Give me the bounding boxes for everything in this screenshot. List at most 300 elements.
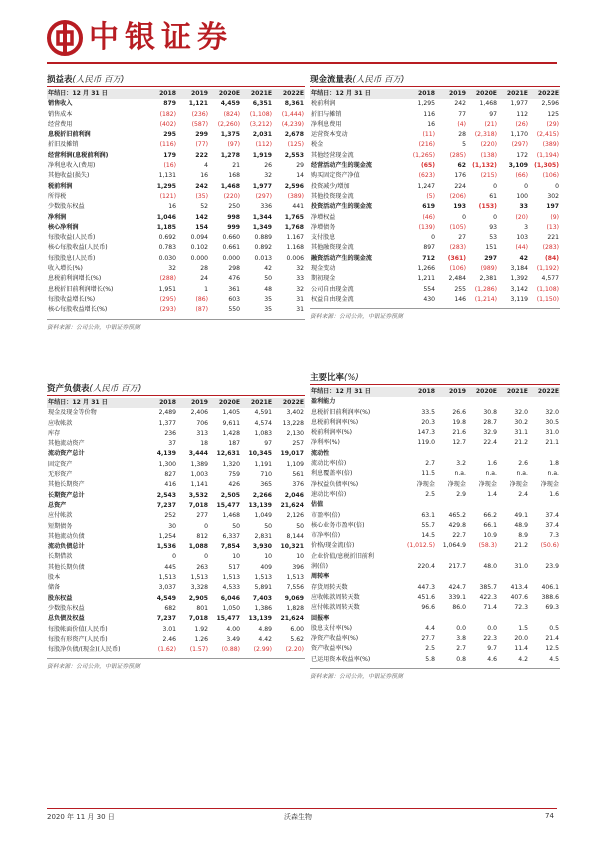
table-cell: 0.8: [456, 655, 466, 663]
row-label: 折旧及摊销: [48, 141, 79, 149]
table-cell: 42: [519, 254, 528, 262]
table-cell: 476: [228, 275, 240, 283]
table-row: [310, 213, 560, 223]
table-cell: 净现金: [478, 480, 497, 488]
table-row: [47, 625, 305, 635]
table-cell: 706: [196, 419, 209, 427]
table-cell: 2.5: [425, 645, 435, 653]
table-cell: (97): [227, 141, 240, 149]
table-cell: 26.6: [452, 408, 466, 416]
column-header-year: 2020E: [467, 89, 498, 99]
table-cell: 6,046: [220, 594, 240, 602]
table-cell: (1,444): [281, 110, 304, 118]
table-cell: 0.094: [190, 234, 209, 242]
table-row: [47, 491, 305, 501]
column-header-year: 2021E: [498, 387, 529, 397]
table-row: [310, 223, 560, 233]
table-cell: 7,237: [156, 501, 177, 509]
table-cell: (87): [195, 306, 209, 314]
column-header-label: 年结日：12 月 31 日: [310, 89, 405, 99]
table-cell: 71.4: [483, 604, 497, 612]
table-cell: 4,139: [156, 450, 177, 458]
table-cell: (112): [255, 141, 272, 149]
table-cell: 365: [260, 481, 272, 489]
table-row: [47, 470, 305, 480]
table-row: [310, 644, 560, 654]
table-cell: 277: [196, 512, 209, 520]
row-label: 其他融资现金流: [311, 244, 354, 252]
table-cell: (4,239): [281, 120, 304, 128]
table-cell: 22.3: [483, 635, 497, 643]
column-header-year: 2022E: [529, 387, 560, 397]
table-cell: 5: [462, 141, 466, 149]
table-cell: (206): [449, 192, 466, 200]
table-cell: 1.168: [286, 244, 304, 252]
table-cell: 12.5: [545, 645, 559, 653]
table-cell: (9): [550, 213, 559, 221]
table-cell: 1,536: [156, 543, 177, 551]
column-header-label: 年结日：12 月 31 日: [47, 89, 145, 99]
table-cell: 1,211: [417, 275, 435, 283]
table-row: [47, 223, 305, 233]
table-cell: 10.9: [483, 532, 497, 540]
balance-source: 资料来源：公司公告，中银证券预测: [47, 658, 305, 667]
table-row: [47, 542, 305, 552]
table-row: [310, 593, 560, 603]
table-cell: 1,377: [158, 419, 177, 427]
table-row: [310, 614, 560, 624]
row-label: 核心净利润: [48, 223, 79, 231]
table-cell: 0: [493, 213, 497, 221]
table-cell: 376: [292, 481, 304, 489]
table-cell: 295: [163, 131, 177, 139]
table-cell: 0: [172, 553, 177, 561]
row-label: 期初现金: [311, 275, 336, 283]
table-cell: 30: [168, 522, 177, 530]
table-cell: 1,977: [510, 100, 528, 108]
table-cell: 1,049: [254, 512, 272, 520]
table-cell: 172: [516, 151, 528, 159]
balance-table: [47, 398, 305, 655]
table-cell: 72.3: [514, 604, 528, 612]
table-cell: 30.5: [545, 418, 559, 426]
table-row: [47, 110, 305, 120]
table-cell: 3,142: [510, 285, 528, 293]
column-header-year: 2020E: [209, 398, 241, 408]
table-cell: 33.5: [421, 408, 435, 416]
table-cell: 1,375: [220, 131, 240, 139]
table-cell: 49.1: [514, 511, 528, 519]
row-label: 已运用资本收益率(%): [311, 655, 371, 663]
table-row: [47, 285, 305, 295]
row-label: 每股有形资产(人民币): [48, 635, 108, 643]
table-cell: 1,513: [254, 574, 272, 582]
income-table: [47, 89, 305, 316]
key-ratios: [310, 372, 560, 681]
table-cell: (1,150): [536, 295, 559, 303]
table-row: [310, 418, 560, 428]
row-label: 少数股东权益: [48, 203, 85, 211]
table-cell: 48.9: [514, 521, 528, 529]
table-cell: 517: [228, 563, 240, 571]
table-cell: 3,037: [158, 584, 177, 592]
table-row: [310, 110, 560, 120]
row-label: 税前利润率(%): [311, 429, 353, 437]
brand-name: 中银证券: [89, 20, 233, 55]
table-cell: 3.8: [456, 635, 466, 643]
table-cell: 净现金: [447, 480, 466, 488]
row-label: 每股股息(人民币): [48, 254, 96, 262]
row-label: 其他投资现金流: [311, 192, 354, 200]
table-cell: (66): [515, 172, 528, 180]
table-cell: (295): [159, 295, 177, 303]
column-header-year: 2018: [405, 89, 436, 99]
table-cell: (236): [191, 110, 209, 118]
table-row: [310, 500, 560, 510]
row-label: 核心每股收益增长(%): [48, 306, 108, 314]
table-cell: 3,184: [510, 265, 528, 273]
table-row: [47, 439, 305, 449]
table-cell: [529, 449, 560, 459]
row-label: 流动资产总计: [48, 450, 85, 458]
table-cell: [467, 449, 498, 459]
table-cell: 998: [227, 213, 240, 221]
table-cell: 97: [264, 440, 272, 448]
table-cell: 33: [519, 203, 528, 211]
table-cell: (389): [287, 192, 304, 200]
row-label: 投资活动产生的现金流: [311, 203, 372, 211]
table-row: [310, 202, 560, 212]
table-cell: 7,237: [156, 615, 177, 623]
table-row: [47, 120, 305, 130]
table-cell: (13): [546, 223, 559, 231]
row-label: 经营活动产生的现金流: [311, 162, 372, 170]
row-label: 固定资产: [48, 460, 73, 468]
table-cell: 27.7: [421, 635, 435, 643]
table-cell: 1,405: [222, 409, 240, 417]
table-cell: 4.89: [258, 625, 272, 633]
table-cell: (297): [511, 141, 528, 149]
table-row: [47, 202, 305, 212]
row-label: 总资产: [48, 501, 67, 509]
table-cell: 2,553: [284, 151, 304, 159]
table-row: [47, 254, 305, 264]
table-cell: (50.6): [540, 542, 559, 550]
row-label: 支付股息: [311, 234, 336, 242]
table-cell: 100: [516, 192, 528, 200]
table-cell: (121): [159, 192, 177, 200]
table-cell: 1,768: [284, 223, 304, 231]
row-label: 润(倍): [311, 563, 328, 571]
table-row: [47, 645, 305, 655]
table-row: [47, 594, 305, 604]
row-label: 长期资产总计: [48, 491, 85, 499]
table-cell: 1,513: [286, 574, 304, 582]
row-label: 应付帐款: [48, 512, 73, 520]
table-cell: 0: [524, 182, 528, 190]
table-cell: n.a.: [454, 470, 466, 478]
table-cell: 1.8: [549, 460, 559, 468]
table-cell: 812: [196, 532, 209, 540]
table-cell: 28: [458, 131, 466, 139]
table-cell: 1.26: [194, 635, 209, 643]
table-cell: 2.7: [425, 460, 435, 468]
bank-of-china-logo-icon: [47, 20, 83, 56]
table-cell: 21,624: [280, 501, 304, 509]
table-row: [310, 285, 560, 295]
table-row: [47, 130, 305, 140]
table-cell: 407.6: [510, 593, 528, 601]
table-cell: 3: [524, 223, 528, 231]
table-cell: (139): [418, 223, 435, 231]
table-cell: 0.892: [254, 244, 272, 252]
column-header-year: 2021E: [241, 89, 273, 99]
table-cell: 2,543: [156, 491, 177, 499]
table-cell: 1,468: [222, 512, 240, 520]
table-row: [310, 624, 560, 634]
header-divider: [47, 62, 557, 64]
table-cell: 14: [296, 172, 304, 180]
table-row: [47, 614, 305, 624]
table-cell: 10: [232, 553, 240, 561]
table-cell: (1,108): [249, 110, 272, 118]
table-cell: [405, 614, 436, 624]
table-cell: 2.7: [456, 645, 466, 653]
table-cell: (16): [163, 162, 177, 170]
table-cell: 217.7: [448, 563, 466, 571]
table-row: [310, 192, 560, 202]
table-cell: 3,930: [252, 543, 272, 551]
table-cell: (5): [426, 192, 435, 200]
table-cell: 4,574: [254, 419, 272, 427]
table-cell: (402): [159, 120, 177, 128]
table-cell: 1,083: [254, 429, 272, 437]
row-label: 其他收益(损失): [48, 172, 90, 180]
table-cell: 682: [164, 604, 177, 612]
row-label: 资产收益率(%): [311, 645, 353, 653]
row-label: 净利率(%): [311, 439, 340, 447]
table-row: [310, 449, 560, 459]
table-cell: 297: [484, 254, 497, 262]
footer-date: 2020 年 11 月 30 日: [47, 813, 115, 821]
table-cell: 18: [200, 440, 209, 448]
table-cell: (389): [542, 141, 559, 149]
table-row: [47, 140, 305, 150]
row-label: 税前利润: [48, 182, 73, 190]
table-cell: 31: [296, 295, 304, 303]
table-cell: 3.49: [226, 635, 240, 643]
table-cell: 426: [228, 481, 240, 489]
row-label: 周转率: [311, 573, 330, 581]
table-cell: 4,577: [541, 275, 559, 283]
table-cell: (86): [195, 295, 209, 303]
table-cell: [498, 614, 529, 624]
table-row: [310, 397, 560, 407]
table-cell: 252: [164, 512, 177, 520]
table-cell: (361): [447, 254, 466, 262]
table-cell: 8.9: [518, 532, 528, 540]
table-cell: 0.0: [456, 624, 466, 632]
table-cell: 32: [296, 265, 304, 273]
table-cell: 97: [489, 110, 497, 118]
table-cell: [467, 500, 498, 510]
table-cell: 0.889: [254, 234, 272, 242]
row-label: 短期债务: [48, 522, 73, 530]
table-row: [47, 511, 305, 521]
table-cell: (1,286): [474, 285, 497, 293]
table-cell: 236: [164, 429, 177, 437]
table-cell: 净现金: [416, 480, 435, 488]
table-row: [47, 243, 305, 253]
table-cell: 561: [292, 471, 304, 479]
row-label: 股东权益: [48, 594, 73, 602]
table-cell: 801: [196, 604, 209, 612]
table-cell: 26: [264, 162, 272, 170]
footer-divider: [47, 808, 557, 809]
table-row: [47, 501, 305, 511]
row-label: 所得税: [48, 192, 67, 200]
table-cell: (1,194): [536, 151, 559, 159]
table-cell: (1.57): [189, 646, 209, 654]
table-cell: 0.000: [190, 254, 209, 262]
table-cell: 0.013: [254, 254, 272, 262]
table-cell: 净现金: [509, 480, 528, 488]
table-cell: 142: [195, 213, 209, 221]
row-label: 息税前利润率(%): [311, 418, 359, 426]
income-source: 资料来源：公司公告，中银证券预测: [47, 319, 305, 328]
table-cell: 2,406: [190, 409, 209, 417]
table-cell: 42: [264, 265, 272, 273]
table-row: [47, 449, 305, 459]
row-label: 净增权益: [311, 213, 336, 221]
table-cell: (297): [255, 192, 272, 200]
row-label: 存货周转天数: [311, 583, 348, 591]
table-cell: 7,403: [252, 594, 272, 602]
table-cell: [436, 614, 467, 624]
table-cell: 0: [204, 553, 209, 561]
table-cell: 0.783: [158, 244, 177, 252]
table-row: [47, 532, 305, 542]
table-cell: 4.2: [518, 655, 528, 663]
table-cell: 32.0: [514, 408, 528, 416]
table-cell: 125: [547, 110, 559, 118]
table-cell: 37.4: [545, 521, 559, 529]
table-cell: 361: [228, 285, 240, 293]
table-cell: 1,295: [417, 100, 435, 108]
table-cell: 0.006: [286, 254, 304, 262]
column-header-year: 2020E: [467, 387, 498, 397]
table-cell: 1,320: [222, 460, 240, 468]
cashflow-table: [310, 89, 560, 305]
table-cell: 339.1: [448, 593, 466, 601]
table-row: [47, 192, 305, 202]
table-cell: 3,444: [188, 450, 209, 458]
table-cell: 1,064.9: [442, 542, 466, 550]
table-cell: 50: [232, 522, 240, 530]
table-row: [47, 522, 305, 532]
table-row: [47, 563, 305, 573]
table-cell: [498, 397, 529, 407]
table-cell: (2,415): [536, 131, 559, 139]
table-cell: 11.5: [421, 470, 435, 478]
table-cell: 1,121: [188, 100, 209, 108]
row-label: 投资减少/增加: [311, 182, 350, 190]
table-cell: 176: [454, 172, 466, 180]
table-cell: 63.1: [421, 511, 435, 519]
table-cell: 242: [195, 182, 209, 190]
row-label: 息税前利润增长(%): [48, 275, 102, 283]
table-cell: 103: [516, 234, 528, 242]
table-cell: [529, 614, 560, 624]
row-label: 盈利能力: [311, 398, 336, 406]
table-cell: 7,854: [220, 543, 240, 551]
table-cell: 0.661: [222, 244, 240, 252]
table-cell: (20): [515, 213, 528, 221]
table-cell: 2,505: [220, 491, 240, 499]
table-cell: (58.3): [478, 542, 497, 550]
balance-sheet: [47, 383, 305, 671]
table-cell: [498, 500, 529, 510]
row-label: 核心每股收益(人民币): [48, 244, 108, 252]
table-cell: 24: [200, 275, 209, 283]
table-cell: 4,459: [220, 100, 240, 108]
row-label: 其他经营现金流: [311, 151, 354, 159]
table-cell: 2.9: [456, 490, 466, 498]
cashflow-title: 现金流量表(人民币 百万): [310, 74, 560, 87]
table-cell: 1.6: [487, 460, 497, 468]
table-row: [310, 521, 560, 531]
row-label: 净利润: [48, 213, 67, 221]
row-label: 现金及现金等价物: [48, 409, 97, 417]
table-cell: 10,321: [280, 543, 304, 551]
table-cell: 1,109: [286, 460, 304, 468]
row-label: 其他长期负债: [48, 563, 85, 571]
table-cell: (1,265): [412, 151, 435, 159]
table-cell: 619: [422, 203, 435, 211]
table-cell: 1,386: [254, 604, 272, 612]
table-cell: 31.0: [545, 429, 559, 437]
table-cell: 445: [164, 563, 177, 571]
table-row: [310, 469, 560, 479]
table-cell: (220): [223, 192, 240, 200]
row-label: 应付帐款周转天数: [311, 604, 360, 612]
table-cell: 4,549: [156, 594, 177, 602]
ratios-table: [310, 387, 560, 665]
table-cell: 2,596: [284, 182, 304, 190]
table-cell: 21.6: [452, 429, 466, 437]
table-cell: 7,018: [188, 501, 209, 509]
table-cell: 1,247: [417, 182, 435, 190]
table-cell: 1,344: [252, 213, 272, 221]
table-cell: 3,109: [508, 162, 528, 170]
table-row: [47, 429, 305, 439]
row-label: 估值: [311, 501, 324, 509]
table-cell: 1,131: [158, 172, 177, 180]
table-cell: 11.4: [514, 645, 528, 653]
table-cell: 8,361: [284, 100, 304, 108]
table-cell: 0.102: [190, 244, 209, 252]
table-header-row: [310, 387, 560, 397]
table-cell: 388.6: [541, 593, 559, 601]
row-label: 每股收益增长(%): [48, 295, 96, 303]
table-cell: 7,018: [188, 615, 209, 623]
table-cell: 0: [555, 182, 559, 190]
row-label: 市净率(倍): [311, 532, 341, 540]
table-cell: (138): [480, 151, 497, 159]
table-cell: n.a.: [485, 470, 497, 478]
table-cell: 1,278: [220, 151, 240, 159]
table-cell: 554: [423, 285, 435, 293]
